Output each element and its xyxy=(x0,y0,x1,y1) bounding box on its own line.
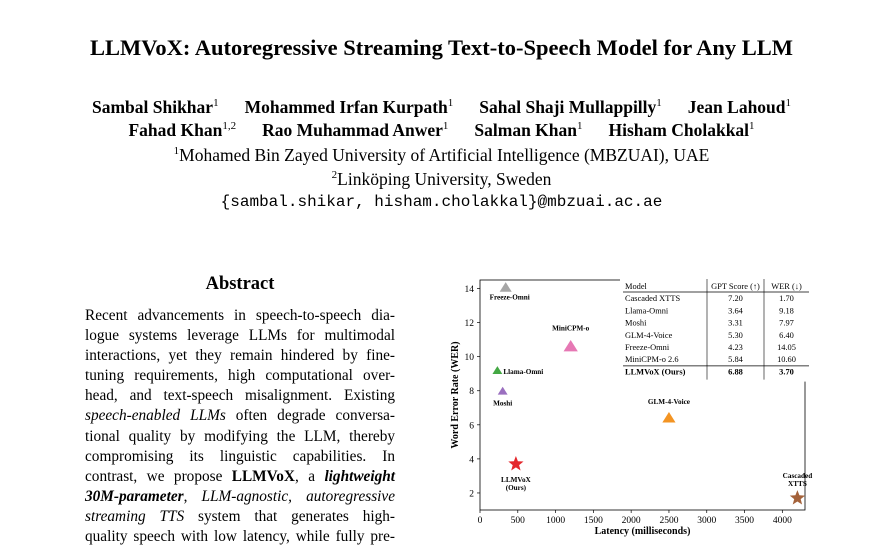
y-tick-label: 2 xyxy=(469,489,474,500)
table-cell: WER (↓) xyxy=(771,282,802,291)
data-label: Cascaded XTTS xyxy=(782,472,813,489)
author-name: Rao Muhammad Anwer$^1$ xyxy=(262,120,449,140)
author-affiliation-mark: 1 xyxy=(213,97,219,110)
author-name: Jean Lahoud$^1$ xyxy=(687,97,792,117)
abstract-line xyxy=(85,366,395,386)
author-affiliation-mark: 1 xyxy=(749,120,755,133)
data-label: Llama-Omni xyxy=(503,368,544,377)
affiliation-2: $^2$Linköping University, Sweden xyxy=(331,169,552,189)
scatter-point xyxy=(492,366,502,374)
x-tick-label: 2500 xyxy=(659,516,679,526)
table-cell: Freeze-Omni xyxy=(625,343,670,352)
abstract-line xyxy=(85,487,395,507)
scatter-point xyxy=(662,412,675,423)
data-label: GLM-4-Voice xyxy=(647,398,690,406)
table-cell: 5.84 xyxy=(728,355,743,365)
table-cell: 3.31 xyxy=(728,318,743,328)
table-cell: 6.40 xyxy=(779,330,794,340)
abstract-line xyxy=(85,527,395,547)
y-axis-label: Word Error Rate (WER) xyxy=(450,341,461,449)
y-tick-label: 10 xyxy=(464,353,474,364)
x-axis-label: Latency (milliseconds) xyxy=(594,526,691,537)
abstract-line xyxy=(85,306,395,326)
abstract-text: Recent advancements in speech-to-speech dia- xyxy=(85,307,395,324)
abstract-line xyxy=(85,507,395,527)
author-name: Hisham Cholakkal$^1$ xyxy=(608,120,755,140)
table-cell: GPT Score (↑) xyxy=(711,282,760,291)
abstract-line xyxy=(85,467,395,487)
author-name: Salman Khan$^1$ xyxy=(474,120,583,140)
scatter-point xyxy=(498,387,508,395)
contact-email: {sambal.shikar, hisham.cholakkal}@mbzuai.ac.ae xyxy=(220,193,663,211)
affiliation-1: $^1$Mohamed Bin Zayed University of Artificial Intelligence (MBZUAI), UAE xyxy=(173,145,710,165)
y-tick-label: 4 xyxy=(469,455,474,466)
author-affiliation-mark: 1 xyxy=(442,120,449,133)
x-tick-label: 2000 xyxy=(621,516,641,526)
scatter-point xyxy=(564,340,578,351)
abstract-text: interactions, yet they remain hindered by fine- xyxy=(85,347,395,365)
scatter-point xyxy=(508,456,523,471)
abstract-line xyxy=(85,346,395,366)
scatter-point xyxy=(790,490,805,504)
x-tick-label: 1500 xyxy=(583,516,603,526)
abstract-text: compromising its linguistic capabilities. In xyxy=(85,447,395,465)
abstract-body xyxy=(85,306,395,547)
author-affiliation-mark: 1,2 xyxy=(222,120,237,133)
table-cell: 3.64 xyxy=(728,306,743,316)
table-cell: LLMVoX (Ours) xyxy=(625,367,686,377)
abstract-text: system that generates high- xyxy=(184,507,395,525)
abstract-text: , a xyxy=(294,467,325,485)
table-cell: Model xyxy=(625,282,647,291)
author-affiliation-mark: 1 xyxy=(447,97,454,110)
abstract-line xyxy=(85,427,395,447)
table-cell: 4.23 xyxy=(728,343,743,352)
paper-title: LLMVoX: Autoregressive Streaming Text-to-Speech Model for Any LLM xyxy=(89,35,794,60)
author-affiliation-mark: 1 xyxy=(656,97,662,110)
x-tick-label: 1000 xyxy=(546,516,566,526)
table-cell: 7.97 xyxy=(779,318,794,328)
author-affiliation-mark: 1 xyxy=(785,97,792,110)
author-name: Fahad Khan$^{1,2}$ xyxy=(128,120,237,140)
data-label: Freeze-Omni xyxy=(489,293,530,302)
author-name: Sahal Shaji Mullappilly$^1$ xyxy=(479,97,662,117)
x-tick-label: 0 xyxy=(477,516,483,526)
abstract-text: , xyxy=(183,487,202,505)
abstract-line xyxy=(85,326,395,346)
abstract-text: logue systems leverage LLMs for multimodal xyxy=(85,327,395,345)
y-tick-label: 8 xyxy=(469,387,474,398)
x-tick-label: 500 xyxy=(510,516,525,526)
x-tick-label: 3000 xyxy=(697,516,717,526)
abstract-text: often degrade conversa- xyxy=(225,407,395,425)
table-cell: 10.60 xyxy=(777,355,796,365)
table-cell: 6.88 xyxy=(728,367,743,377)
abstract-text: tional quality by modifying the LLM, thereby xyxy=(85,427,395,445)
abstract-line xyxy=(85,406,395,426)
table-cell: 9.18 xyxy=(779,306,794,316)
x-tick-label: 4000 xyxy=(772,516,792,526)
abstract-line xyxy=(85,386,395,406)
abstract-text: 30M-parameter xyxy=(85,487,184,505)
author-list-line-2 xyxy=(0,120,883,141)
table-cell: 7.20 xyxy=(728,294,743,304)
data-label: MiniCPM-o xyxy=(552,324,590,333)
abstract-text: contrast, we propose xyxy=(85,467,232,485)
latency-wer-chart xyxy=(445,270,825,540)
author-name: Mohammed Irfan Kurpath$^1$ xyxy=(244,97,454,117)
abstract-text: quality speech with low latency, while fully pre- xyxy=(85,528,395,546)
table-cell: Llama-Omni xyxy=(625,306,669,316)
author-affiliation-mark: 1 xyxy=(577,120,583,133)
table-cell: MiniCPM-o 2.6 xyxy=(625,355,679,365)
table-cell: 3.70 xyxy=(779,367,794,377)
table-cell: 1.70 xyxy=(779,294,794,304)
abstract-heading: Abstract xyxy=(205,274,275,294)
scatter-point xyxy=(500,282,512,292)
table-cell: Moshi xyxy=(625,318,647,328)
table-cell: 14.05 xyxy=(777,343,796,352)
abstract-text: lightweight xyxy=(324,467,395,485)
latency-wer-figure xyxy=(445,270,825,540)
y-tick-label: 12 xyxy=(464,319,474,330)
data-label: LLMVoX (Ours) xyxy=(501,476,531,492)
abstract-text: streaming TTS xyxy=(85,507,185,525)
data-label: Moshi xyxy=(493,399,513,408)
y-tick-label: 6 xyxy=(469,421,474,432)
abstract-text: speech-enabled LLMs xyxy=(85,407,226,425)
table-cell: 5.30 xyxy=(728,330,743,340)
abstract-text: tuning requirements, high computational over- xyxy=(85,367,395,385)
abstract-line xyxy=(85,447,395,467)
table-cell: GLM-4-Voice xyxy=(625,330,673,340)
abstract-text: head, and text-speech misalignment. Existing xyxy=(85,387,395,405)
x-tick-label: 3500 xyxy=(735,516,755,526)
abstract-text: LLMVoX xyxy=(231,467,295,485)
author-name: Sambal Shikhar$^1$ xyxy=(91,97,219,117)
table-cell: Cascaded XTTS xyxy=(625,294,681,304)
author-list-line-1 xyxy=(0,97,883,118)
y-tick-label: 14 xyxy=(464,285,474,296)
abstract-text: LLM-agnostic, autoregressive xyxy=(201,487,395,505)
